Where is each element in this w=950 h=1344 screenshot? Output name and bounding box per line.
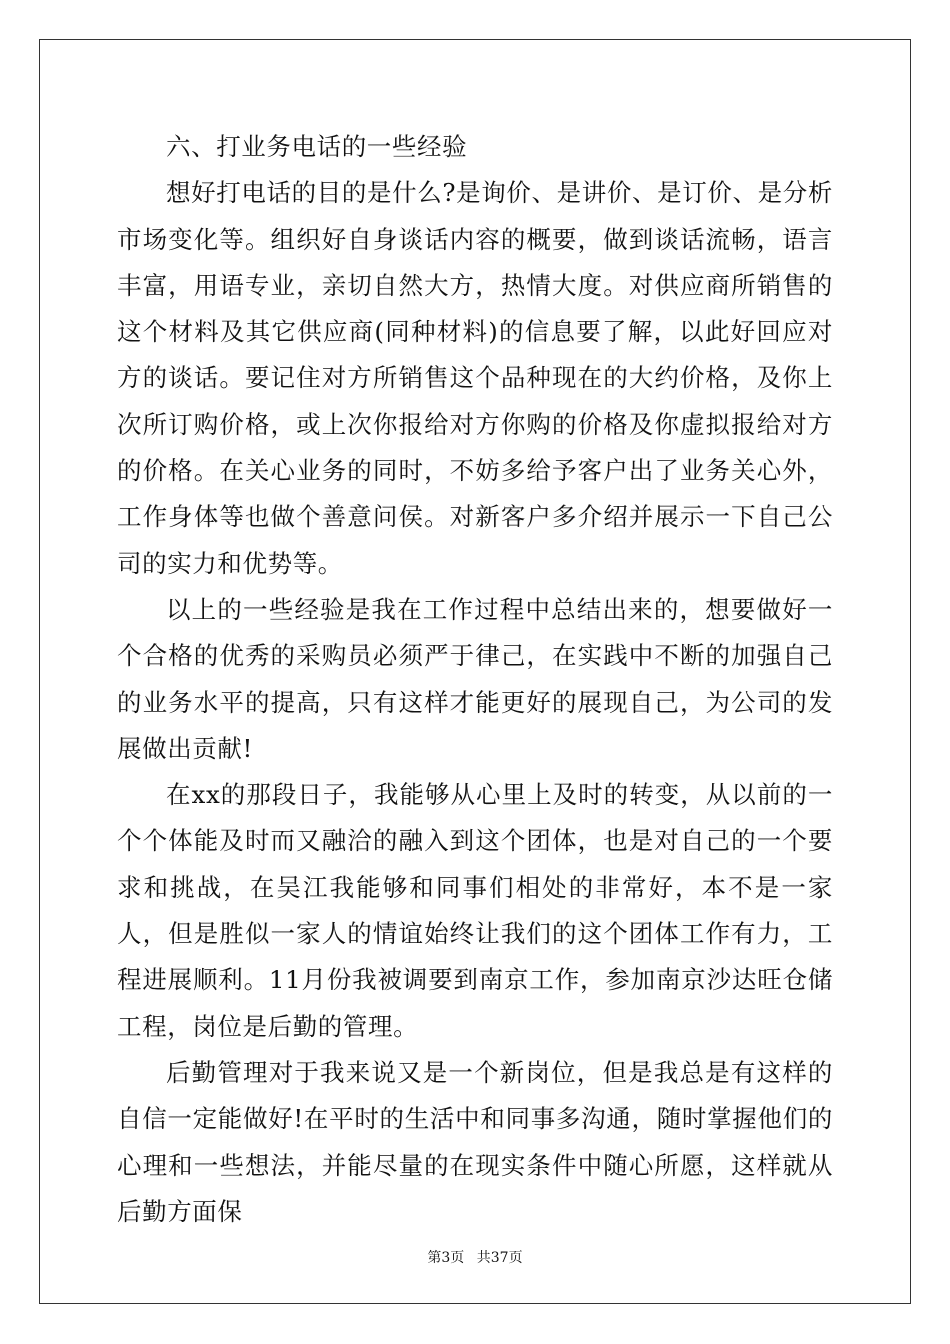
body-paragraph: 在xx的那段日子，我能够从心里上及时的转变，从以前的一个个体能及时而又融洽的融入到这个团体，也是对自己的一个要求和挑战，在吴江我能够和同事们相处的非常好，本不是一家人，但是胜似一家人的情谊始终让我们的这个团体工作有力，工程进展顺利。11月份我被调要到南京工作，参加南京沙达旺仓储工程，岗位是后勤的管理。 (117, 780, 833, 1041)
body-paragraph: 想好打电话的目的是什么?是询价、是讲价、是订价、是分析市场变化等。组织好自身谈话内容的概要，做到谈话流畅，语言丰富，用语专业，亲切自然大方，热情大度。对供应商所销售的这个材料及其它供应商(同种材料)的信息要了解，以此好回应对方的谈话。要记住对方所销售这个品种现在的大约价格，及你上次所订购价格，或上次你报给对方你购的价格及你虚拟报给对方的价格。在关心业务的同时，不妨多给予客户出了业务关心外，工作身体等也做个善意问侯。对新客户多介绍并展示一下自己公司的实力和优势等。 (117, 178, 833, 578)
page-number: 第3页 (427, 1250, 465, 1266)
page-footer (0, 1247, 950, 1267)
body-paragraph: 后勤管理对于我来说又是一个新岗位，但是我总是有这样的自信一定能做好!在平时的生活中和同事多沟通，随时掌握他们的心理和一些想法，并能尽量的在现实条件中随心所愿，这样就从后勤方面保 (117, 1057, 833, 1226)
section-heading: 六、打业务电话的一些经验 (166, 132, 468, 161)
document-body (117, 124, 833, 1235)
body-paragraph: 以上的一些经验是我在工作过程中总结出来的，想要做好一个合格的优秀的采购员必须严于律己，在实践中不断的加强自己的业务水平的提高，只有这样才能更好的展现自己，为公司的发展做出贡献! (117, 594, 833, 763)
page-total: 共37页 (476, 1250, 523, 1266)
